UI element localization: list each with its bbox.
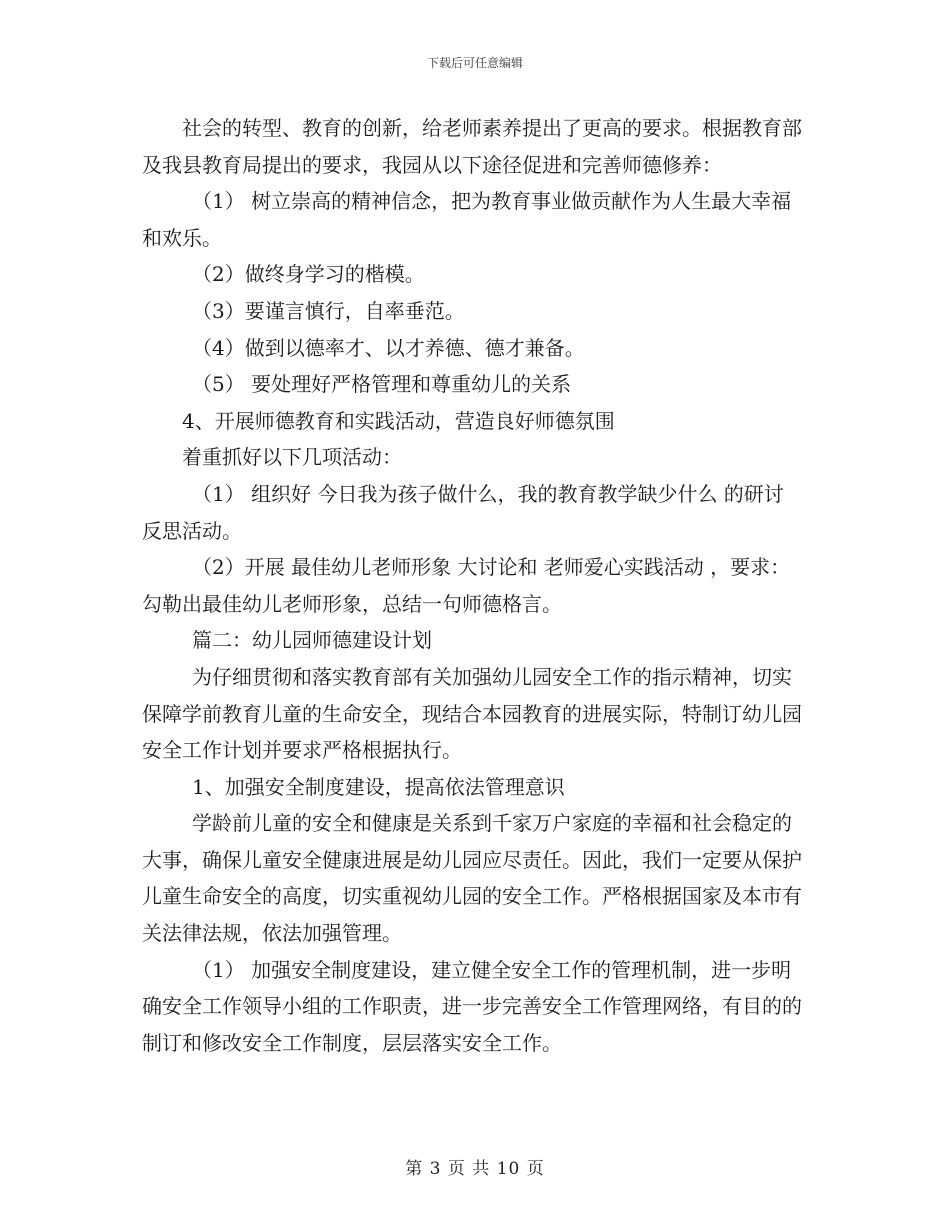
paragraph: 学龄前儿童的安全和健康是关系到千家万户家庭的幸福和社会稳定的大事，确保儿童安全健康进展是幼儿园应尽责任。因此，我们一定要从保护儿童生命安全的高度，切实重视幼儿园的安全工作。严格根据国家及本市有关法律法规，依法加强管理。 <box>142 811 802 946</box>
page-footer: 第 3 页 共 10 页 <box>405 1159 545 1179</box>
list-item: （2）开展 最佳幼儿老师形象 大讨论和 老师爱心实践活动 ，要求：勾勒出最佳幼儿老师形象，总结一句师德格言。 <box>142 555 791 616</box>
section-heading: 4、开展师德教育和实践活动，营造良好师德氛围 <box>182 408 615 433</box>
list-item: （5） 要处理好严格管理和尊重幼儿的关系 <box>192 372 572 397</box>
list-item: （1） 组织好 今日我为孩子做什么，我的教育教学缺少什么 的研讨反思活动。 <box>142 481 784 543</box>
page-header: 下载后可任意编辑 <box>426 56 523 70</box>
section-heading: 1、加强安全制度建设，提高依法管理意识 <box>192 774 565 799</box>
section-title: 篇二：幼儿园师德建设计划 <box>192 628 432 653</box>
paragraph: 为仔细贯彻和落实教育部有关加强幼儿园安全工作的指示精神，切实保障学前教育儿童的生命安全，现结合本园教育的进展实际，特制订幼儿园安全工作计划并要求严格根据执行。 <box>142 664 802 763</box>
list-item: （2）做终身学习的楷模。 <box>192 262 425 287</box>
list-item: （1） 树立崇高的精神信念，把为教育事业做贡献作为人生最大幸福和欢乐。 <box>142 189 792 250</box>
list-item: （4）做到以德率才、以才养德、德才兼备。 <box>192 335 585 360</box>
paragraph: 社会的转型、教育的创新，给老师素养提出了更高的要求。根据教育部及我县教育局提出的要求，我园从以下途径促进和完善师德修养： <box>142 116 802 177</box>
list-item: （1） 加强安全制度建设，建立健全安全工作的管理机制，进一步明确安全工作领导小组的工作职责，进一步完善安全工作管理网络，有目的的制订和修改安全工作制度，层层落实安全工作。 <box>142 957 802 1055</box>
list-item: （3）要谨言慎行，自率垂范。 <box>192 298 465 323</box>
paragraph: 着重抓好以下几项活动： <box>182 445 402 470</box>
document-body <box>142 110 802 1061</box>
